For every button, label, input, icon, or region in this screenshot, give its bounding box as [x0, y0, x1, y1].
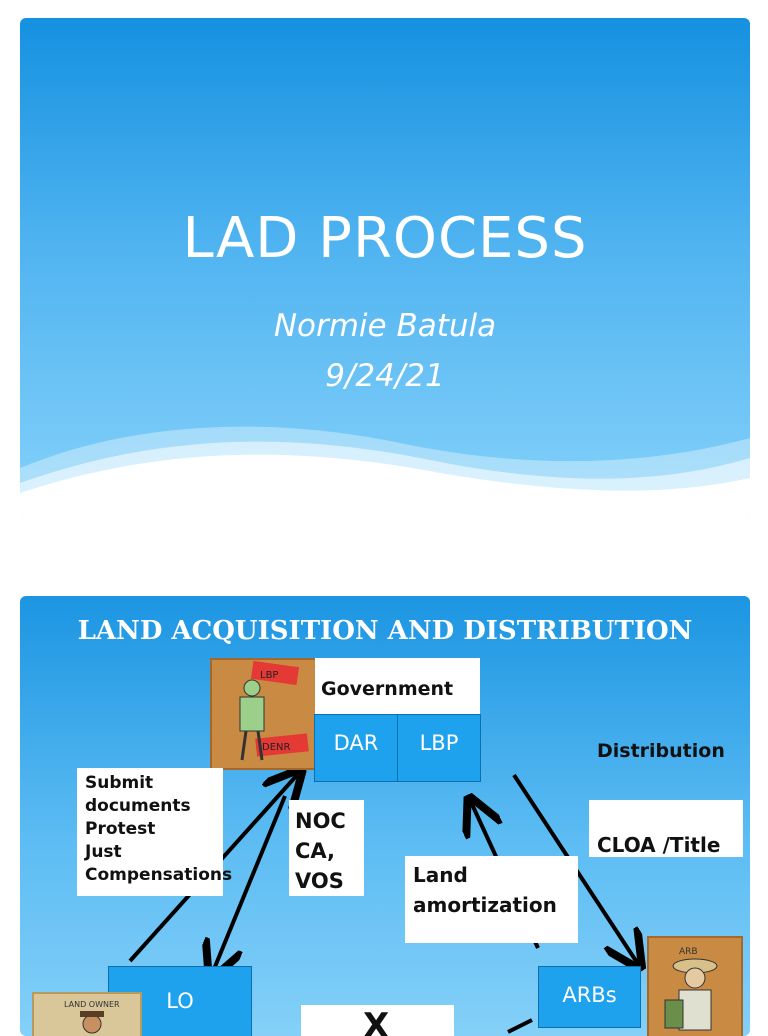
dar-label: DAR — [333, 731, 379, 755]
title-slide — [20, 18, 750, 518]
submit-line: Protest — [85, 819, 156, 839]
dar-box — [314, 714, 398, 782]
diagram-slide — [20, 596, 750, 1036]
figure-illustration-icon — [212, 660, 318, 768]
cloa-title-box — [589, 800, 743, 857]
government-box — [315, 658, 480, 714]
slide-title: LAD PROCESS — [182, 206, 588, 271]
diagram-title: LAND ACQUISITION AND DISTRIBUTION — [77, 616, 693, 646]
arrow-bottom-stub — [508, 1020, 532, 1032]
submit-line: documents — [85, 796, 191, 816]
lbp-label: LBP — [419, 731, 459, 755]
svg-text:ARB: ARB — [679, 947, 698, 957]
lbp-box — [397, 714, 481, 782]
x-label: X — [363, 1006, 390, 1036]
noc-line: NOC — [295, 809, 346, 833]
svg-text:LAND OWNER: LAND OWNER — [64, 1000, 120, 1009]
presentation-date: 9/24/21 — [325, 358, 445, 394]
land-owner-photo — [32, 992, 142, 1036]
author-name: Normie Batula — [273, 308, 497, 344]
amortization-line: Land — [413, 863, 468, 887]
government-label: Government — [321, 678, 454, 700]
noc-line: VOS — [295, 869, 344, 893]
lbp-denr-photo — [210, 658, 320, 770]
submit-line: Just — [85, 842, 122, 862]
arb-photo — [647, 936, 743, 1036]
svg-text:DENR: DENR — [262, 742, 291, 753]
arbs-label: ARBs — [562, 983, 617, 1007]
arbs-box — [538, 966, 641, 1028]
farmer-illustration-icon — [649, 938, 741, 1036]
distribution-label: Distribution — [597, 740, 725, 762]
submit-documents-box — [77, 768, 233, 896]
lo-label: LO — [166, 989, 194, 1013]
wave-decoration — [20, 398, 750, 518]
amortization-line: amortization — [413, 893, 557, 917]
noc-ca-vos-box — [289, 800, 364, 896]
svg-text:LBP: LBP — [260, 670, 279, 681]
noc-line: CA, — [295, 839, 336, 863]
submit-line: Compensations — [85, 865, 233, 885]
land-owner-illustration-icon — [34, 994, 140, 1036]
land-amortization-box — [405, 856, 578, 943]
x-box — [301, 1005, 454, 1036]
submit-line: Submit — [85, 773, 154, 793]
cloa-title-label: CLOA /Title — [597, 833, 721, 857]
